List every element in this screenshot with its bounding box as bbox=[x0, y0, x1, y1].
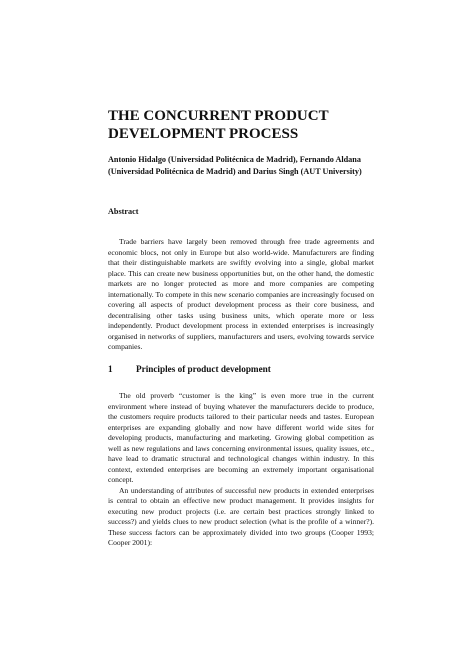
title-line-2: DEVELOPMENT PROCESS bbox=[108, 126, 299, 142]
section-paragraph-2: An understanding of attributes of successful new products in extended enterprises is central to obtain an effective new product management. It provides insights for executing new product projects (i.e. are certain best practices strongly linked to success?) and yields clues to new product selection (what is the profile of a winner?). These success factors can be approximately divided into two groups (Cooper 1993; Cooper 2001): bbox=[108, 485, 374, 547]
section-paragraph-1: The old proverb “customer is the king” is even more true in the current environment where instead of buying whatever the manufacturers decide to produce, the customers require products tailored to their particular needs and tastes. European enterprises are expanding globally and now have different world wide sites for developing products, manufacturing and marketing. Growing global competition as well as new regulations and laws concerning environmental issues, quality issues, etc., have lead to dramatic structural and technological changes within industry. In this context, extended enterprises are becoming an extremely important organisational concept. bbox=[108, 391, 374, 484]
author-list bbox=[108, 154, 380, 178]
author-line-2: (Universidad Politécnica de Madrid) and Darius Singh (AUT University) bbox=[108, 167, 362, 176]
abstract-paragraph: Trade barriers have largely been removed through free trade agreements and economic blocs, not only in Europe but also world-wide. Manufacturers are finding that their distinguishable markets are swiftly evolving into a single, global market place. This can create new business opportunities but, on the other hand, the domestic markets are no longer protected as more and more companies are competing internationally. To compete in this new scenario companies are increasingly focused on covering all aspects of product development process as their core business, and decentralising other tasks using business units, which operate more or less independently. Product development process in extended enterprises is increasingly organised in networks of suppliers, manufacturers and users, evolving towards service companies. bbox=[108, 237, 374, 351]
title-line-1: THE CONCURRENT PRODUCT bbox=[108, 108, 329, 124]
section-body bbox=[108, 391, 374, 549]
paper-title bbox=[108, 107, 376, 143]
section-number: 1 bbox=[108, 364, 113, 374]
abstract-body bbox=[108, 237, 374, 353]
section-title: Principles of product development bbox=[136, 364, 271, 374]
author-line-1: Antonio Hidalgo (Universidad Politécnica de Madrid), Fernando Aldana bbox=[108, 155, 361, 164]
section-heading bbox=[108, 364, 271, 374]
abstract-heading: Abstract bbox=[108, 207, 139, 216]
